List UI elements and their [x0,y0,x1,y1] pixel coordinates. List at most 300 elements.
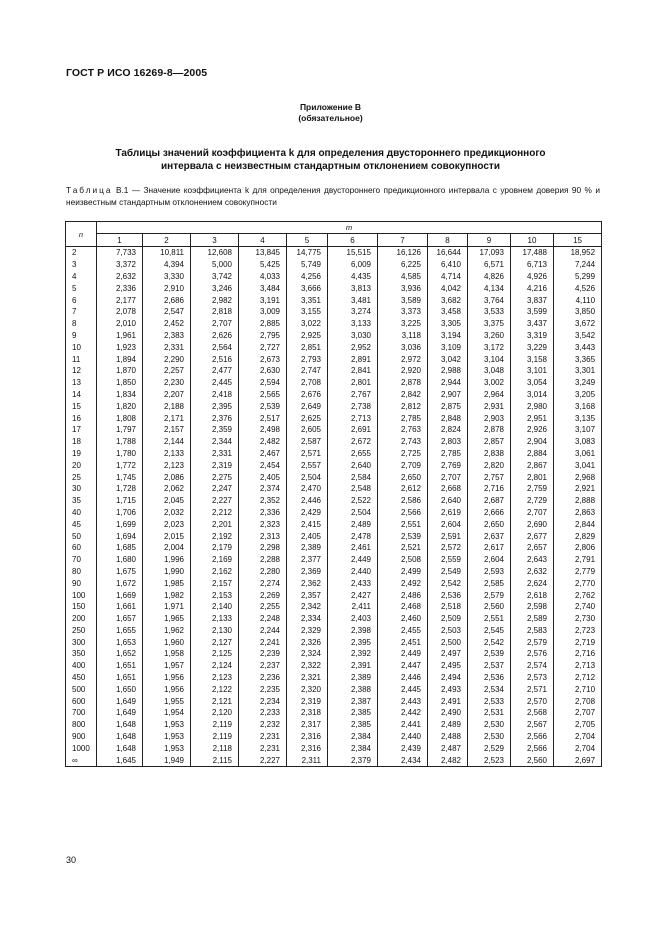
value-cell: 2,704 [554,742,602,754]
value-cell: 4,394 [143,259,191,271]
value-cell: 2,023 [143,518,191,530]
row-n-cell: 20 [66,459,97,471]
value-cell: 2,531 [468,707,511,719]
value-cell: 3,443 [554,341,602,353]
value-cell: 2,719 [554,636,602,648]
value-cell: 3,107 [554,424,602,436]
value-cell: 2,757 [468,471,511,483]
value-cell: 2,010 [97,318,143,330]
row-n-cell: 19 [66,448,97,460]
value-cell: 2,446 [378,672,428,684]
value-cell: 2,530 [468,719,511,731]
value-cell: 2,707 [554,707,602,719]
value-cell: 2,560 [468,601,511,613]
value-cell: 2,988 [428,365,468,377]
value-cell: 2,362 [287,577,328,589]
value-cell: 2,867 [511,459,554,471]
value-cell: 3,246 [191,282,239,294]
value-cell: 1,996 [143,554,191,566]
row-n-cell: 35 [66,495,97,507]
value-cell: 4,826 [468,271,511,283]
value-cell: 2,568 [511,707,554,719]
value-cell: 2,655 [328,448,378,460]
value-cell: 1,645 [97,754,143,766]
value-cell: 3,260 [468,330,511,342]
value-cell: 1,772 [97,459,143,471]
value-cell: 2,964 [468,389,511,401]
value-cell: 1,685 [97,542,143,554]
value-cell: 2,904 [511,436,554,448]
row-n-cell: 6 [66,294,97,306]
section-title [70,147,591,173]
table-row [66,742,602,754]
value-cell: 2,405 [239,471,287,483]
value-cell: 2,857 [468,436,511,448]
value-cell: 2,280 [239,566,287,578]
value-cell: 1,955 [143,695,191,707]
value-cell: 2,015 [143,530,191,542]
table-row [66,271,602,283]
value-cell: 2,443 [378,695,428,707]
value-cell: 4,216 [511,282,554,294]
table-row [66,731,602,743]
value-cell: 2,585 [468,577,511,589]
value-cell: 2,477 [191,365,239,377]
table-row [66,672,602,684]
value-cell: 2,539 [468,648,511,660]
header-m-value: 1 [97,234,143,247]
value-cell: 1,971 [143,601,191,613]
value-cell: 14,775 [287,247,328,259]
value-cell: 2,433 [328,577,378,589]
value-cell: 2,124 [191,660,239,672]
value-cell: 1,652 [97,648,143,660]
value-cell: 2,704 [554,731,602,743]
value-cell: 2,713 [554,660,602,672]
value-cell: 2,931 [468,400,511,412]
value-cell: 3,009 [239,306,287,318]
value-cell: 1,954 [143,707,191,719]
value-cell: 2,779 [554,566,602,578]
value-cell: 2,571 [511,683,554,695]
value-cell: 2,482 [239,436,287,448]
value-cell: 2,241 [239,636,287,648]
table-caption-lead: Таблица [66,185,113,195]
row-n-cell: 500 [66,683,97,695]
value-cell: 2,125 [191,648,239,660]
value-cell: 2,489 [328,518,378,530]
value-cell: 1,960 [143,636,191,648]
value-cell: 2,522 [328,495,378,507]
value-cell: 1,780 [97,448,143,460]
value-cell: 2,759 [511,483,554,495]
value-cell: 2,324 [287,648,328,660]
value-cell: 1,694 [97,530,143,542]
value-cell: 2,326 [287,636,328,648]
value-cell: 2,385 [328,707,378,719]
value-cell: 2,275 [191,471,239,483]
value-cell: 1,651 [97,672,143,684]
table-row [66,259,602,271]
row-n-cell: 8 [66,318,97,330]
value-cell: 2,539 [378,530,428,542]
value-cell: 2,542 [468,636,511,648]
value-cell: 2,536 [468,672,511,684]
value-cell: 2,676 [287,389,328,401]
header-m-value: 8 [428,234,468,247]
value-cell: 2,235 [239,683,287,695]
value-cell: 2,951 [511,412,554,424]
value-cell: 2,388 [328,683,378,695]
row-n-cell: 900 [66,731,97,743]
value-cell: 2,968 [554,471,602,483]
row-n-cell: 60 [66,542,97,554]
table-row [66,436,602,448]
value-cell: 1,961 [97,330,143,342]
value-cell: 2,387 [328,695,378,707]
value-cell: 2,713 [328,412,378,424]
value-cell: 2,446 [287,495,328,507]
value-cell: 2,478 [328,530,378,542]
value-cell: 2,539 [239,400,287,412]
value-cell: 2,723 [554,625,602,637]
table-body [66,247,602,767]
value-cell: 2,747 [287,365,328,377]
value-cell: 2,497 [428,648,468,660]
value-cell: 2,844 [554,518,602,530]
value-cell: 2,625 [287,412,328,424]
value-cell: 2,318 [287,707,328,719]
value-cell: 2,673 [239,353,287,365]
table-row [66,318,602,330]
value-cell: 2,769 [428,459,468,471]
value-cell: 2,707 [511,507,554,519]
value-cell: 2,812 [378,400,428,412]
value-cell: 2,411 [328,601,378,613]
value-cell: 3,194 [428,330,468,342]
value-cell: 2,795 [239,330,287,342]
value-cell: 3,589 [378,294,428,306]
value-cell: 1,706 [97,507,143,519]
value-cell: 2,468 [378,601,428,613]
value-cell: 2,709 [378,459,428,471]
value-cell: 3,135 [554,412,602,424]
value-cell: 3,365 [554,353,602,365]
row-n-cell: 4 [66,271,97,283]
value-cell: 2,980 [511,400,554,412]
value-cell: 2,319 [191,459,239,471]
header-m-value: 10 [511,234,554,247]
value-cell: 2,508 [378,554,428,566]
value-cell: 2,179 [191,542,239,554]
value-cell: 2,427 [328,589,378,601]
table-row [66,483,602,495]
row-n-cell: 7 [66,306,97,318]
table-row [66,518,602,530]
value-cell: 2,677 [511,530,554,542]
value-cell: 2,123 [143,459,191,471]
row-n-cell: 10 [66,341,97,353]
table-row [66,507,602,519]
value-cell: 2,359 [191,424,239,436]
table-row [66,341,602,353]
value-cell: 3,191 [239,294,287,306]
value-cell: 3,249 [554,377,602,389]
value-cell: 2,619 [428,507,468,519]
value-cell: 3,030 [328,330,378,342]
value-cell: 2,086 [143,471,191,483]
value-cell: 3,301 [554,365,602,377]
table-row [66,389,602,401]
value-cell: 2,329 [287,625,328,637]
value-cell: 2,429 [287,507,328,519]
value-cell: 3,155 [287,306,328,318]
row-n-cell: 30 [66,483,97,495]
document-header: ГОСТ Р ИСО 16269-8—2005 [66,67,208,79]
value-cell: 2,316 [287,731,328,743]
table-row [66,306,602,318]
value-cell: 1,728 [97,483,143,495]
section-title-line2: интервала с неизвестным стандартным отклонением совокупности [161,161,500,172]
row-n-cell: 45 [66,518,97,530]
value-cell: 2,449 [378,648,428,660]
value-cell: 3,042 [428,353,468,365]
value-cell: 1,699 [97,518,143,530]
value-cell: 3,936 [378,282,428,294]
value-cell: 1,965 [143,613,191,625]
table-row [66,613,602,625]
value-cell: 4,033 [239,271,287,283]
value-cell: 2,153 [191,589,239,601]
value-cell: 2,120 [191,707,239,719]
value-cell: 2,162 [191,566,239,578]
value-cell: 17,488 [511,247,554,259]
value-cell: 3,225 [378,318,428,330]
value-cell: 2,244 [239,625,287,637]
value-cell: 2,573 [511,672,554,684]
value-cell: 2,762 [554,589,602,601]
value-cell: 1,680 [97,554,143,566]
value-cell: 2,298 [239,542,287,554]
table-row [66,648,602,660]
table-row [66,719,602,731]
row-n-cell: 700 [66,707,97,719]
value-cell: 2,336 [97,282,143,294]
value-cell: 2,441 [378,719,428,731]
value-cell: 2,710 [554,683,602,695]
value-cell: 3,168 [554,400,602,412]
value-cell: 2,130 [191,625,239,637]
value-cell: 2,705 [554,719,602,731]
value-cell: 2,536 [428,589,468,601]
value-cell: 1,958 [143,648,191,660]
value-cell: 2,547 [143,306,191,318]
value-cell: 2,824 [428,424,468,436]
value-cell: 1,649 [97,695,143,707]
header-m: m [97,222,602,234]
value-cell: 2,690 [511,518,554,530]
value-cell: 2,467 [239,448,287,460]
value-cell: 2,445 [191,377,239,389]
value-cell: 3,666 [287,282,328,294]
value-cell: 2,405 [287,530,328,542]
row-n-cell: 300 [66,636,97,648]
table-row [66,625,602,637]
value-cell: 2,586 [378,495,428,507]
value-cell: 2,157 [191,577,239,589]
value-cell: 3,330 [143,271,191,283]
value-cell: 1,949 [143,754,191,766]
value-cell: 2,557 [287,459,328,471]
value-cell: 2,517 [239,412,287,424]
value-cell: 2,317 [287,719,328,731]
header-m-value: 6 [328,234,378,247]
value-cell: 2,418 [191,389,239,401]
value-cell: 4,435 [328,271,378,283]
value-cell: 2,045 [143,495,191,507]
value-cell: 2,921 [554,483,602,495]
value-cell: 3,351 [287,294,328,306]
value-cell: 1,797 [97,424,143,436]
row-n-cell: ∞ [66,754,97,766]
value-cell: 2,534 [468,683,511,695]
value-cell: 1,648 [97,742,143,754]
value-cell: 2,231 [239,742,287,754]
value-cell: 2,566 [511,731,554,743]
value-cell: 2,579 [511,636,554,648]
value-cell: 2,434 [378,754,428,766]
value-cell: 2,740 [554,601,602,613]
value-cell: 2,791 [554,554,602,566]
value-cell: 1,850 [97,377,143,389]
value-cell: 3,542 [554,330,602,342]
value-cell: 2,640 [428,495,468,507]
table-row [66,636,602,648]
row-n-cell: 16 [66,412,97,424]
value-cell: 2,482 [428,754,468,766]
value-cell: 1,675 [97,566,143,578]
header-m-value: 3 [191,234,239,247]
value-cell: 2,188 [143,400,191,412]
table-row [66,495,602,507]
value-cell: 2,806 [554,542,602,554]
value-cell: 2,032 [143,507,191,519]
value-cell: 1,672 [97,577,143,589]
value-cell: 2,442 [378,707,428,719]
value-cell: 2,395 [191,400,239,412]
row-n-cell: 350 [66,648,97,660]
value-cell: 6,571 [468,259,511,271]
value-cell: 2,672 [328,436,378,448]
value-cell: 3,101 [511,365,554,377]
value-cell: 2,449 [328,554,378,566]
value-cell: 3,002 [468,377,511,389]
value-cell: 18,952 [554,247,602,259]
table-row [66,530,602,542]
value-cell: 2,878 [468,424,511,436]
value-cell: 4,256 [287,271,328,283]
value-cell: 2,801 [328,377,378,389]
value-cell: 1,953 [143,742,191,754]
value-cell: 3,229 [511,341,554,353]
value-cell: 2,207 [143,389,191,401]
value-cell: 2,891 [328,353,378,365]
value-cell: 2,763 [378,424,428,436]
value-cell: 2,643 [511,554,554,566]
value-cell: 2,551 [378,518,428,530]
value-cell: 3,682 [428,294,468,306]
value-cell: 3,437 [511,318,554,330]
value-cell: 2,574 [511,660,554,672]
header-m-value: 7 [378,234,428,247]
value-cell: 2,591 [428,530,468,542]
value-cell: 2,127 [191,636,239,648]
row-n-cell: 400 [66,660,97,672]
value-cell: 2,587 [287,436,328,448]
value-cell: 2,716 [554,648,602,660]
value-cell: 2,972 [378,353,428,365]
value-cell: 2,389 [287,542,328,554]
value-cell: 2,374 [239,483,287,495]
value-cell: 2,377 [287,554,328,566]
value-cell: 2,708 [554,695,602,707]
header-m-value: 5 [287,234,328,247]
value-cell: 2,257 [143,365,191,377]
value-cell: 2,851 [287,341,328,353]
value-cell: 1,956 [143,672,191,684]
row-n-cell: 150 [66,601,97,613]
value-cell: 1,661 [97,601,143,613]
value-cell: 1,715 [97,495,143,507]
value-cell: 2,078 [97,306,143,318]
value-cell: 2,334 [287,613,328,625]
value-cell: 2,564 [191,341,239,353]
value-cell: 2,392 [328,648,378,660]
value-cell: 2,549 [428,566,468,578]
value-cell: 2,470 [287,483,328,495]
value-cell: 1,820 [97,400,143,412]
value-cell: 2,498 [239,424,287,436]
value-cell: 2,062 [143,483,191,495]
value-cell: 2,565 [239,389,287,401]
value-cell: 2,415 [287,518,328,530]
value-cell: 3,599 [511,306,554,318]
value-cell: 2,560 [511,754,554,766]
value-cell: 2,234 [239,695,287,707]
value-cell: 2,624 [511,577,554,589]
section-title-line1: Таблицы значений коэффициента k для определения двустороннего предикционного [115,148,546,159]
value-cell: 2,231 [239,731,287,743]
value-cell: 1,649 [97,707,143,719]
appendix-subtitle: (обязательное) [298,113,363,123]
table-row [66,377,602,389]
value-cell: 3,742 [191,271,239,283]
row-n-cell: 800 [66,719,97,731]
value-cell: 2,885 [239,318,287,330]
value-cell: 3,481 [328,294,378,306]
value-cell: 2,785 [428,448,468,460]
value-cell: 2,316 [287,742,328,754]
value-cell: 2,952 [328,341,378,353]
value-cell: 13,845 [239,247,287,259]
table-row [66,554,602,566]
value-cell: 2,322 [287,660,328,672]
value-cell: 2,290 [143,353,191,365]
value-cell: 2,632 [511,566,554,578]
value-cell: 2,445 [378,683,428,695]
value-cell: 2,395 [328,636,378,648]
value-cell: 5,749 [287,259,328,271]
